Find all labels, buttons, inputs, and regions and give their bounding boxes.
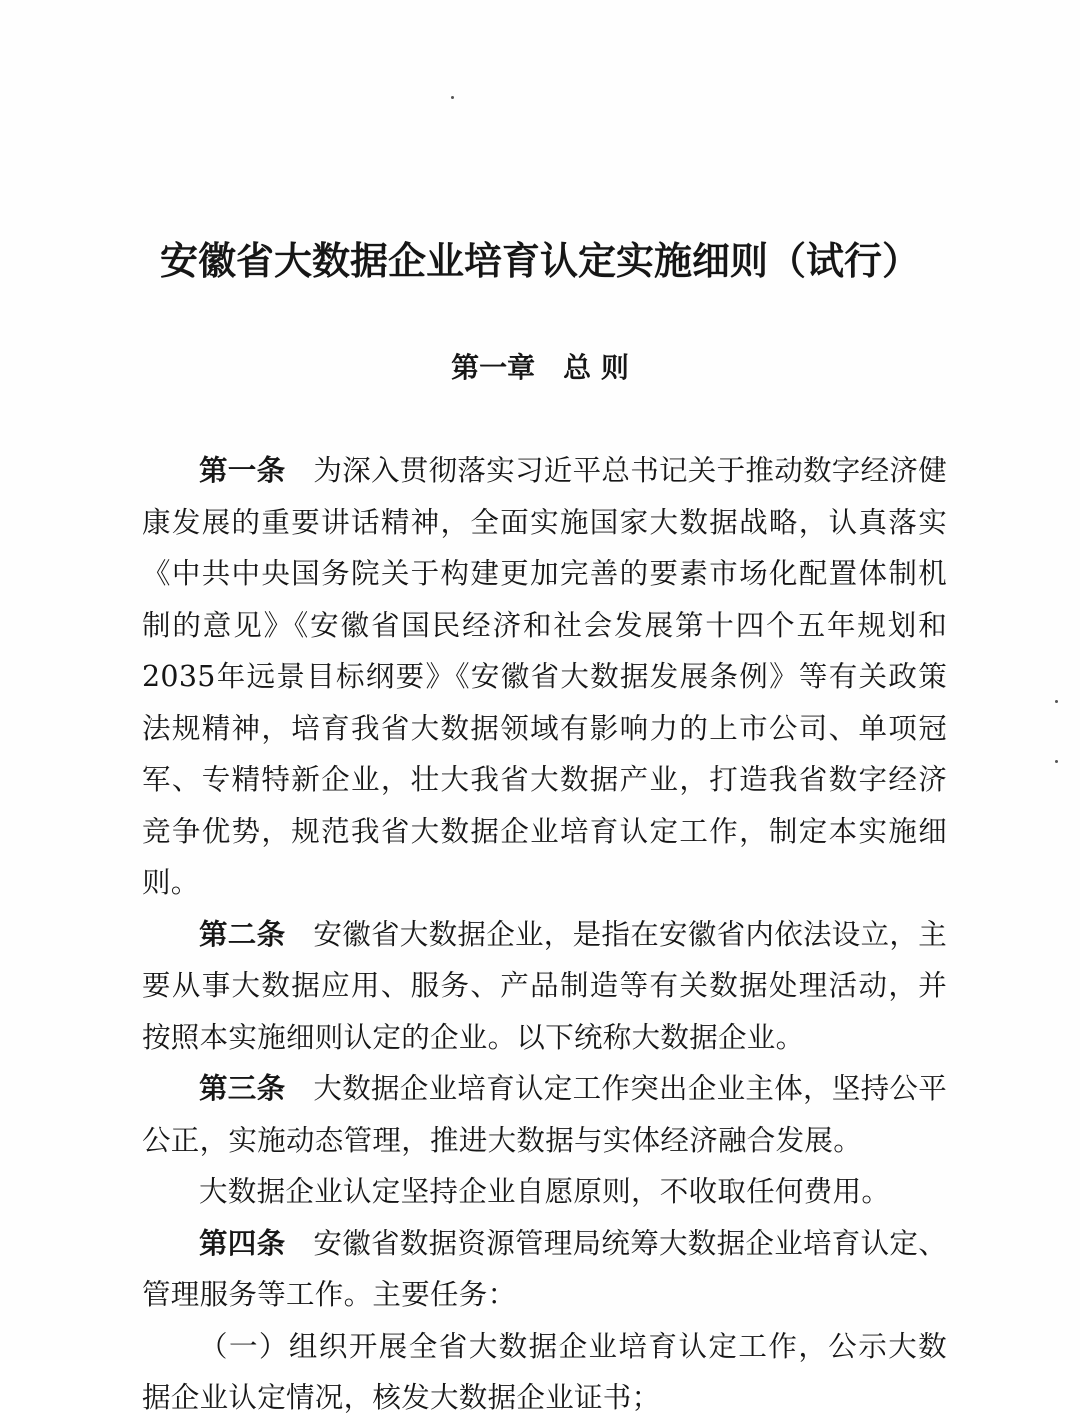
document-title: 安徽省大数据企业培育认定实施细则（试行） xyxy=(159,239,920,283)
article-4 xyxy=(142,1218,947,1321)
article-label: 第一条 xyxy=(199,454,286,487)
scan-speck xyxy=(451,96,454,99)
article-2 xyxy=(142,909,947,1064)
article-3 xyxy=(142,1063,947,1166)
article-text: 为深入贯彻落实习近平总书记关于推动数字经济健康发展的重要讲话精神，全面实施国家大数据战略，认真落实《中共中央国务院关于构建更加完善的要素市场化配置体制机制的意见》《安徽省国民经济和社会发展第十四个五年规划和2035年远景目标纲要》《安徽省大数据发展条例》等有关政策法规精神，培育我省大数据领域有影响力的上市公司、单项冠军、专精特新企业，壮大我省大数据产业，打造我省数字经济竞争优势，规范我省大数据企业培育认定工作，制定本实施细则。 xyxy=(142,454,948,899)
paragraph-text: 大数据企业认定坚持企业自愿原则，不收取任何费用。 xyxy=(199,1175,891,1208)
article-3-continued xyxy=(142,1166,947,1218)
article-label: 第三条 xyxy=(199,1072,286,1105)
article-label: 第四条 xyxy=(199,1226,286,1260)
chapter-heading: 第一章 总 则 xyxy=(451,351,629,384)
article-label: 第二条 xyxy=(199,917,286,951)
article-text: 安徽省数据资源管理局统筹大数据企业培育认定、管理服务等工作。主要任务： xyxy=(142,1226,948,1311)
document-body xyxy=(142,445,947,1424)
list-item-text: （一）组织开展全省大数据企业培育认定工作，公示大数据企业认定情况，核发大数据企业证书； xyxy=(142,1329,947,1414)
scan-speck xyxy=(1055,760,1058,763)
scan-speck xyxy=(1055,700,1058,703)
article-text: 安徽省大数据企业，是指在安徽省内依法设立，主要从事大数据应用、服务、产品制造等有关数据处理活动，并按照本实施细则认定的企业。以下统称大数据企业。 xyxy=(142,917,948,1054)
article-4-item-1 xyxy=(142,1321,947,1424)
article-text: 大数据企业培育认定工作突出企业主体，坚持公平公正，实施动态管理，推进大数据与实体经济融合发展。 xyxy=(142,1072,948,1157)
article-1 xyxy=(142,445,947,909)
